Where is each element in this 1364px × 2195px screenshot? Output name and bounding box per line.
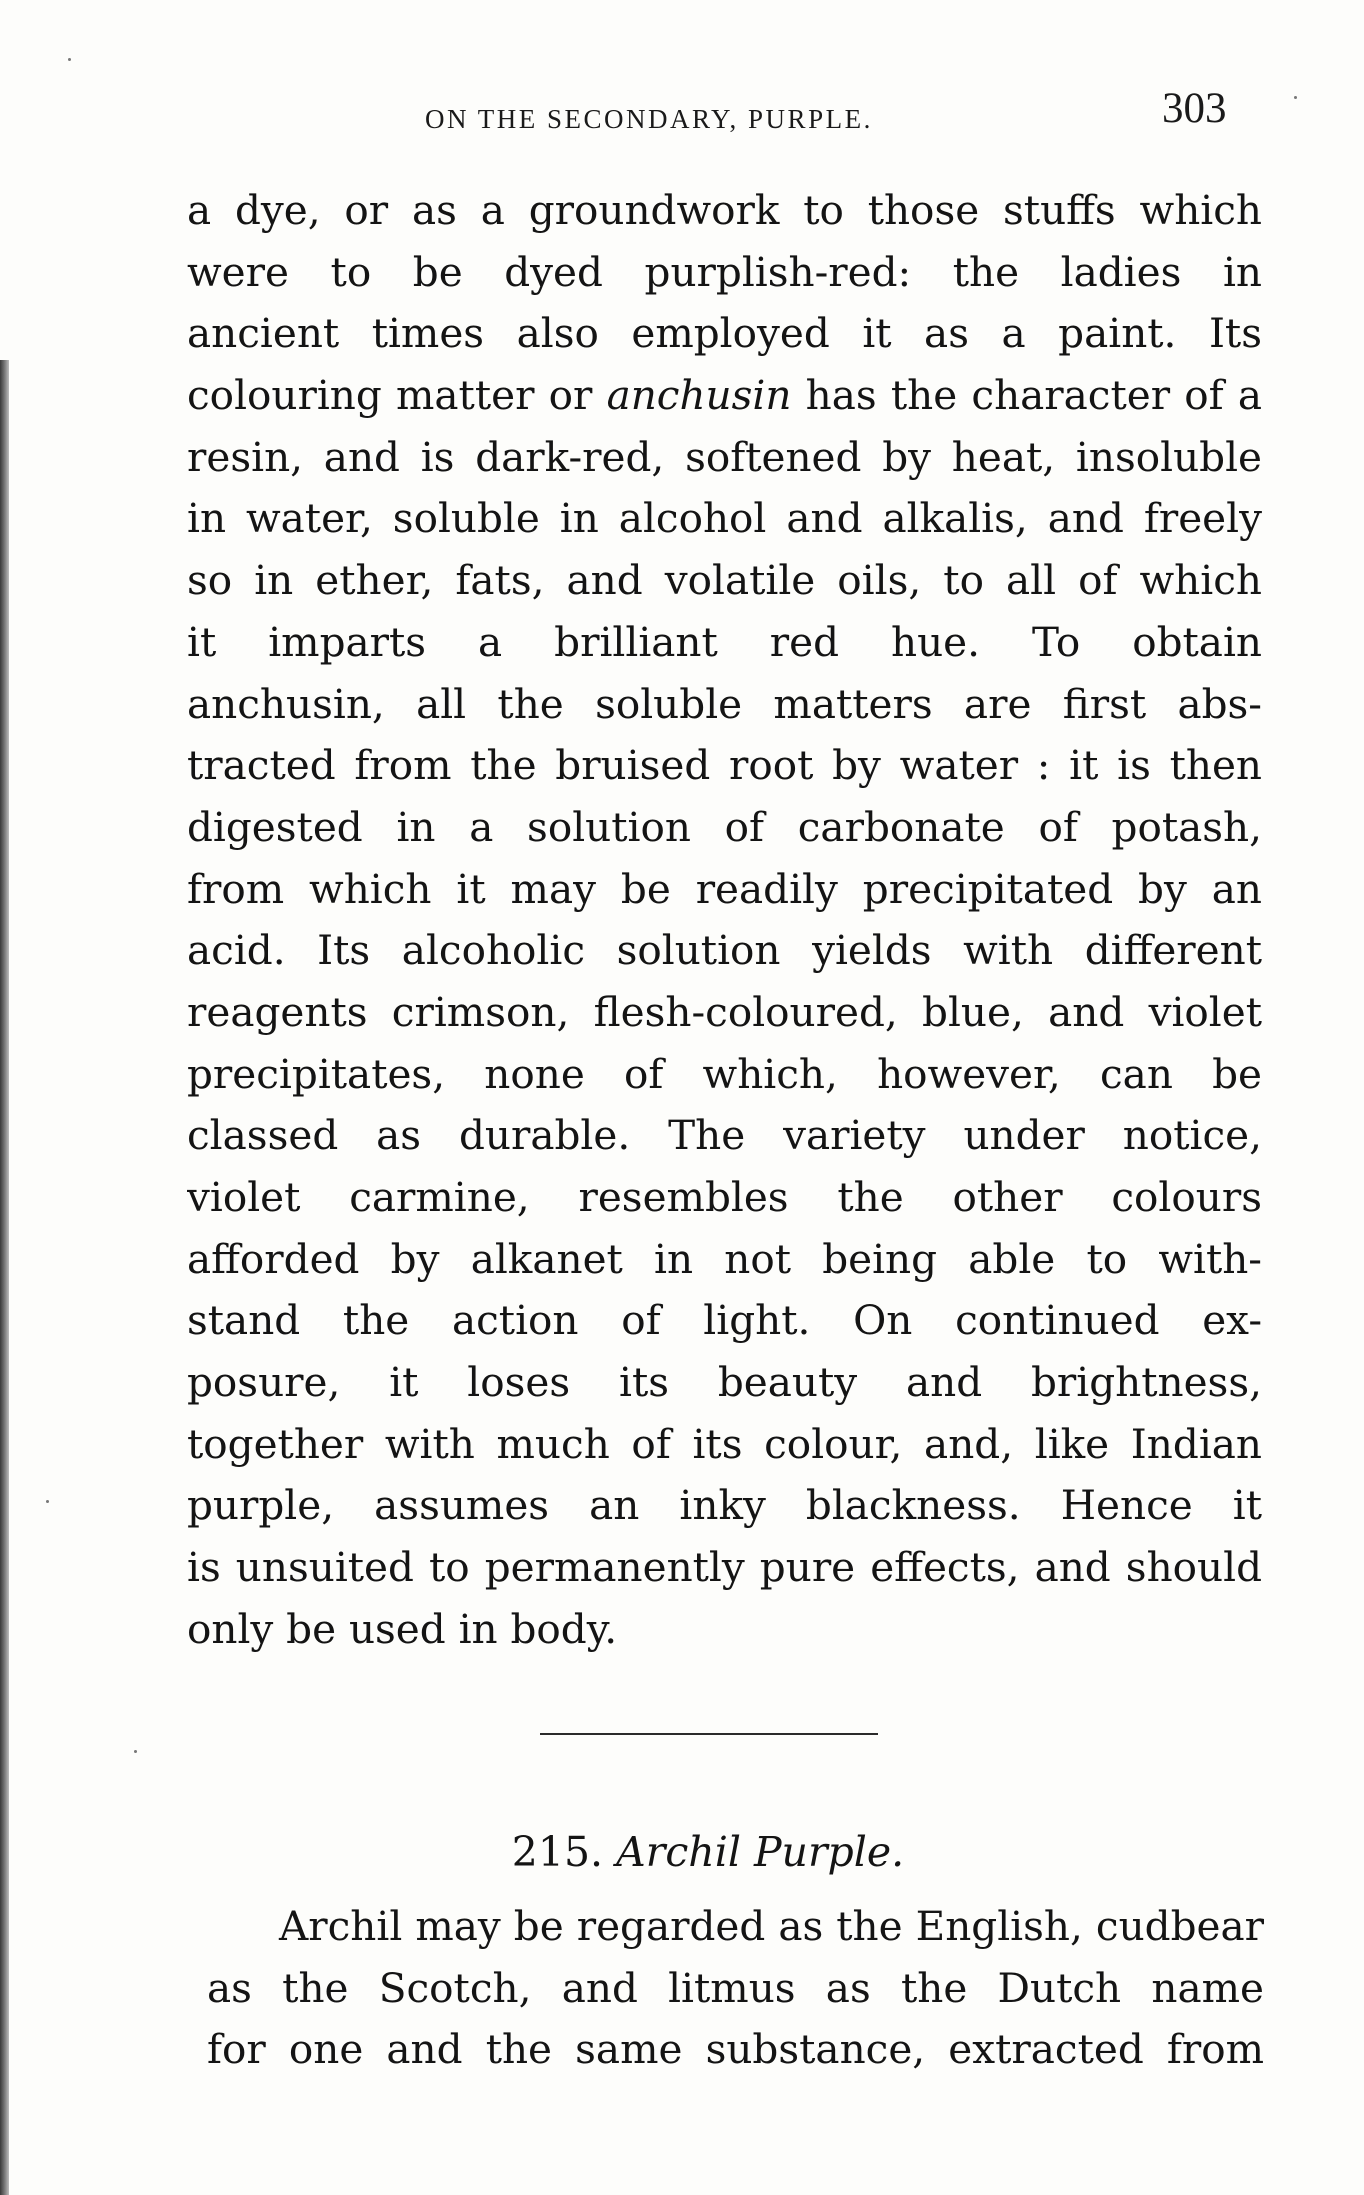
paragraph-1 <box>187 180 1262 1661</box>
section-number: 215. <box>511 1828 604 1876</box>
text-line: afforded by alkanet in not being able to with- <box>187 1234 1262 1283</box>
text-line: Archil may be regarded as the English, cudbear <box>279 1902 1264 1950</box>
paper-speck <box>134 1750 137 1753</box>
text-line: is unsuited to permanently pure effects, and should <box>187 1543 1262 1592</box>
page-number: 303 <box>1162 85 1227 132</box>
text-line: acid. Its alcoholic solution yields with different <box>187 926 1262 975</box>
running-head: ON THE SECONDARY, PURPLE. <box>425 104 873 134</box>
text-line: stand the action of light. On continued ex- <box>187 1296 1262 1345</box>
text-line: violet carmine, resembles the other colours <box>187 1173 1262 1221</box>
section-divider <box>540 1733 878 1735</box>
paragraph-2 <box>207 1896 1264 2081</box>
paper-speck <box>46 1500 49 1503</box>
text-line: were to be dyed purplish-red: the ladies in <box>187 247 1262 296</box>
text-line: ancient times also employed it as a paint. Its <box>187 309 1262 358</box>
text-line: a dye, or as a groundwork to those stuffs which <box>187 186 1262 234</box>
text-line: digested in a solution of carbonate of potash, <box>187 802 1262 851</box>
paper-speck <box>1294 96 1297 99</box>
paper-speck <box>68 58 71 61</box>
text-line: for one and the same substance, extracted from <box>207 2025 1264 2074</box>
text-line: in water, soluble in alcohol and alkalis, and freely <box>187 494 1262 543</box>
text-line: as the Scotch, and litmus as the Dutch name <box>207 1963 1264 2012</box>
text-line: it imparts a brilliant red hue. To obtain <box>187 617 1262 666</box>
text-line: so in ether, fats, and volatile oils, to all of which <box>187 556 1262 605</box>
text-line-with-italic-term <box>187 365 1262 427</box>
text-line: anchusin, all the soluble matters are first abs- <box>187 679 1262 728</box>
italic-term-anchusin: anchusin <box>606 371 792 420</box>
text-line: tracted from the bruised root by water : it is then <box>187 741 1262 790</box>
text-line: posure, it loses its beauty and brightness, <box>187 1358 1262 1407</box>
text-line: only be used in body. <box>187 1604 618 1653</box>
text-fragment: colouring matter or <box>187 371 607 420</box>
text-line: precipitates, none of which, however, can be <box>187 1049 1262 1098</box>
section-title: Archil Purple. <box>616 1828 905 1876</box>
text-line: resin, and is dark-red, softened by heat, insoluble <box>187 432 1262 481</box>
text-line: classed as durable. The variety under notice, <box>187 1111 1262 1160</box>
text-line: reagents crimson, flesh-coloured, blue, and violet <box>187 987 1262 1036</box>
section-heading <box>0 1822 1364 1882</box>
text-fragment: has the character of a <box>791 371 1262 420</box>
text-line: purple, assumes an inky blackness. Hence it <box>187 1481 1262 1530</box>
text-line: together with much of its colour, and, like Indian <box>187 1419 1262 1468</box>
text-line: from which it may be readily precipitated by an <box>187 864 1262 913</box>
page-spine-shadow <box>0 360 9 2195</box>
